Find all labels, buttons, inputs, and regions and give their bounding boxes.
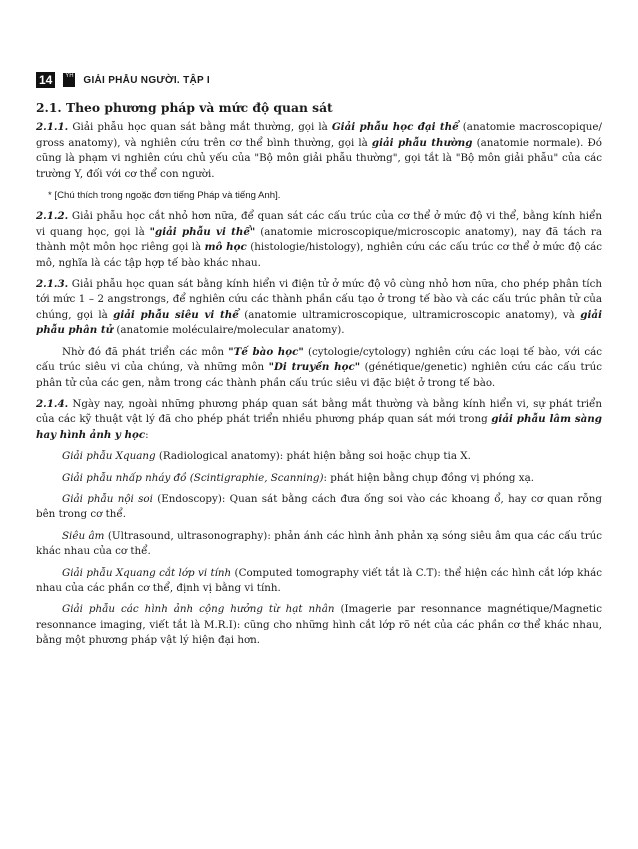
text-run: (histologie/histology), nghiên cứu các cấu trúc cơ thể ở mức độ các mô, nghĩa là các tập hợp tế bào khác nhau. bbox=[36, 241, 602, 269]
italic-term: Siêu âm bbox=[62, 529, 105, 542]
text-run: (anatomie macroscopique/ gross anatomy), và nghiên cứu trên cơ thể bình thường, gọi là bbox=[36, 121, 602, 149]
text-run: Giải phẫu học quan sát bằng mắt thường, gọi là bbox=[68, 121, 332, 134]
text-run: : bbox=[145, 428, 149, 441]
paragraph-2-1-1 bbox=[36, 120, 602, 182]
emphasis-term: giải phẫu thường bbox=[371, 136, 473, 149]
footnote: * [Chú thích trong ngoặc đơn tiếng Pháp và tiếng Anh]. bbox=[48, 190, 281, 202]
italic-term: Giải phẫu nội soi bbox=[62, 492, 153, 505]
emphasis-term: Giải phẫu học đại thể bbox=[331, 121, 459, 134]
paragraph-development bbox=[36, 345, 602, 391]
subsection-number: 2.1.2. bbox=[36, 210, 69, 223]
item-endoscopy bbox=[36, 492, 602, 523]
emphasis-term: giải phẫu siêu vi thể bbox=[113, 308, 239, 321]
text-run: Ngày nay, ngoài những phương pháp quan sát bằng mắt thường và bằng kính hiển vi, sự phát triển của các kỹ thuật vật lý đã cho phép phát triển nhiều phương pháp quan sát mới trong bbox=[36, 397, 602, 426]
item-mri bbox=[36, 602, 602, 648]
item-ultrasound bbox=[36, 529, 602, 560]
text-run: (génétique/genetic) nghiên cứu các cấu trúc phân tử của các gen, nằm trong các thành phần cấu trúc siêu vi đặc biệt ở trong tế bào. bbox=[36, 361, 602, 389]
page-body bbox=[36, 100, 602, 655]
text-run: (Ultrasound, ultrasonography): phản ánh các hình ảnh phản xạ sóng siêu âm qua các cấu trúc khác nhau của cơ thể. bbox=[36, 529, 603, 558]
italic-term: Giải phẫu Xquang bbox=[62, 450, 156, 463]
text-run: (Endoscopy): Quan sát bằng cách đưa ống soi vào các khoang ổ, hay cơ quan rỗng bên trong cơ thể. bbox=[36, 492, 602, 521]
publisher-logo-icon: YH bbox=[63, 73, 75, 87]
text-run: : phát hiện bằng chụp đồng vị phóng xạ. bbox=[323, 471, 534, 484]
emphasis-term: mô học bbox=[204, 241, 247, 254]
paragraph-2-1-3 bbox=[36, 277, 602, 339]
emphasis-term: giải phẫu lâm sàng hay hình ảnh y học bbox=[36, 413, 602, 441]
emphasis-term: "giải phẫu vi thể" bbox=[149, 225, 256, 238]
page-header bbox=[36, 72, 602, 88]
text-run: Nhờ đó đã phát triển các môn bbox=[62, 345, 229, 358]
italic-term: Giải phẫu nhấp nháy đồ (Scintigraphie, Scanning) bbox=[62, 471, 324, 484]
text-run: (anatomie normale). Đó cũng là phạm vi nghiên cứu chủ yếu của "Bộ môn giải phẫu thường", gọi tắt là "Bộ môn giải phẫu" của các trường Y, đối với cơ thể con người. bbox=[36, 136, 603, 180]
paragraph-2-1-4 bbox=[36, 397, 602, 443]
text-run: (cytologie/cytology) nghiên cứu các loại tế bào, với các cấu trúc siêu vi của chúng, và những môn bbox=[36, 345, 602, 374]
text-run: (anatomie microscopique/microscopic anatomy), nay đã tách ra thành một môn học riêng gọi là bbox=[36, 225, 602, 254]
text-run: Giải phẫu học cắt nhỏ hơn nữa, để quan sát các cấu trúc của cơ thể ở mức độ vi thể, bằng kính hiển vi quang học, gọi là bbox=[36, 210, 602, 238]
text-run: (anatomie ultramicroscopique, ultramicroscopic anatomy), và bbox=[238, 308, 581, 321]
paragraph-2-1-2 bbox=[36, 209, 602, 271]
text-run: (Computed tomography viết tắt là C.T): thể hiện các hình cắt lớp khác nhau của các phần cơ thể, định vị bằng vi tính. bbox=[36, 566, 602, 594]
emphasis-term: "Tế bào học" bbox=[228, 345, 304, 358]
subsection-number: 2.1.1. bbox=[36, 121, 69, 134]
subsection-number: 2.1.3. bbox=[36, 278, 69, 291]
text-run: (Radiological anatomy): phát hiện bằng soi hoặc chụp tia X. bbox=[155, 450, 471, 463]
page-number: 14 bbox=[36, 72, 55, 88]
italic-term: Giải phẫu các hình ảnh cộng hưởng từ hạt nhân bbox=[62, 603, 335, 616]
running-title: GIẢI PHẪU NGƯỜI. TẬP I bbox=[83, 74, 210, 86]
section-title: 2.1. Theo phương pháp và mức độ quan sát bbox=[36, 100, 333, 115]
item-ct bbox=[36, 566, 602, 597]
italic-term: Giải phẫu Xquang cắt lớp vi tính bbox=[62, 566, 232, 579]
text-run: Giải phẫu học quan sát bằng kính hiển vi điện tử ở mức độ vô cùng nhỏ hơn nữa, cho phép phân tích tới mức 1 – 2 angstrongs, để nghiên cứu các thành phần cấu tạo ở trong tế bào và các cấu trúc phân tử của chúng, gọi là bbox=[36, 278, 602, 321]
emphasis-term: "Di truyền học" bbox=[268, 361, 361, 374]
item-xquang bbox=[36, 449, 602, 464]
text-run: (anatomie moléculaire/molecular anatomy). bbox=[113, 324, 345, 337]
text-run: (Imagerie par resonnance magnétique/Magnetic resonnance imaging, viết tắt là M.R.I): cũng cho những hình cắt lớp rõ nét của các phần cơ thể khác nhau, bằng một phương pháp vật lý hiện đại hơn. bbox=[36, 603, 602, 647]
emphasis-term: giải phẫu phân tử bbox=[36, 308, 602, 337]
subsection-number: 2.1.4. bbox=[36, 397, 69, 410]
item-scintigraphie bbox=[36, 471, 602, 486]
